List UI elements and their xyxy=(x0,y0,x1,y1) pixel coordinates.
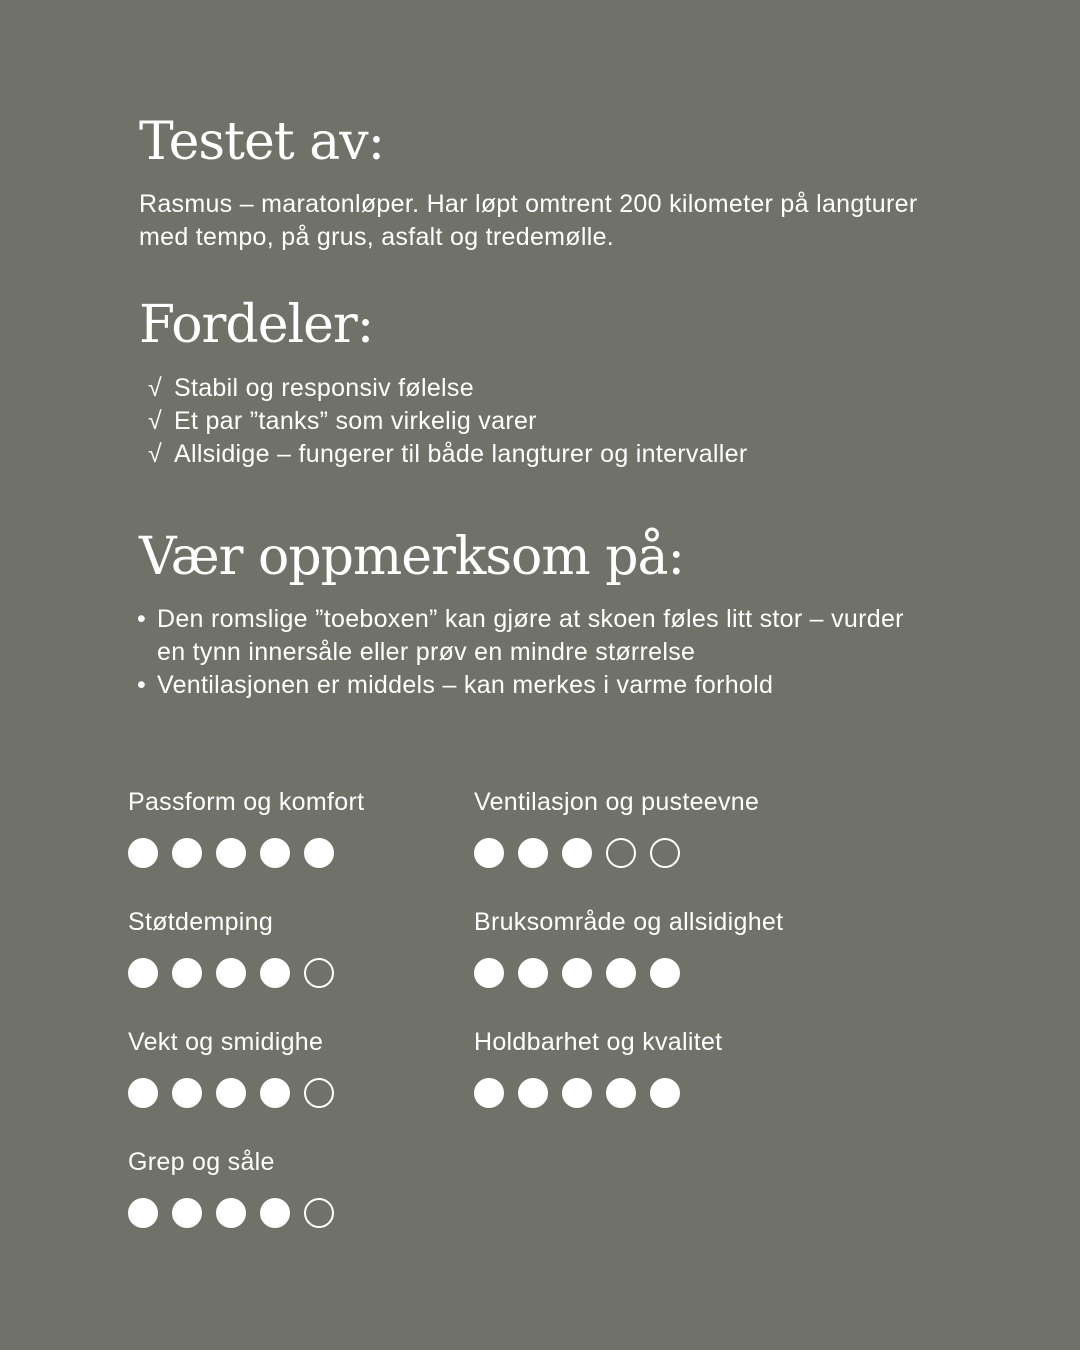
rating-label: Passform og komfort xyxy=(128,788,365,816)
rating-cushioning xyxy=(128,907,528,988)
cons-item xyxy=(137,669,937,702)
pros-item xyxy=(148,438,747,471)
rating-dot-empty-icon xyxy=(606,838,636,868)
rating-dot-filled-icon xyxy=(216,1198,246,1228)
rating-dots xyxy=(128,958,528,988)
rating-dot-filled-icon xyxy=(128,1198,158,1228)
rating-dot-empty-icon xyxy=(304,1198,334,1228)
bullet-icon: • xyxy=(137,671,147,699)
rating-dots xyxy=(474,1078,874,1108)
cons-list xyxy=(137,603,937,702)
rating-dot-filled-icon xyxy=(260,838,290,868)
rating-dot-filled-icon xyxy=(518,838,548,868)
rating-dot-filled-icon xyxy=(172,1198,202,1228)
rating-dot-empty-icon xyxy=(650,838,680,868)
rating-label: Støtdemping xyxy=(128,908,274,936)
rating-dot-filled-icon xyxy=(518,958,548,988)
pros-item-text: Et par ”tanks” som virkelig varer xyxy=(174,407,537,435)
rating-dot-filled-icon xyxy=(474,1078,504,1108)
cons-item-text: Den romslige ”toeboxen” kan gjøre at skoen føles litt stor – vurder en tynn innersåle eller prøv en mindre størrelse xyxy=(157,605,904,666)
rating-dots xyxy=(474,958,874,988)
rating-dot-filled-icon xyxy=(474,838,504,868)
rating-versatility xyxy=(474,907,874,988)
rating-dot-filled-icon xyxy=(128,1078,158,1108)
rating-label: Ventilasjon og pusteevne xyxy=(474,788,760,816)
rating-dots xyxy=(128,1198,528,1228)
rating-dot-filled-icon xyxy=(304,838,334,868)
rating-dot-filled-icon xyxy=(562,838,592,868)
pros-item xyxy=(148,372,747,405)
bullet-icon: • xyxy=(137,605,147,633)
rating-dot-filled-icon xyxy=(606,958,636,988)
rating-dot-filled-icon xyxy=(260,958,290,988)
rating-dot-filled-icon xyxy=(562,1078,592,1108)
rating-dot-filled-icon xyxy=(650,1078,680,1108)
rating-weight xyxy=(128,1027,528,1108)
pros-item-text: Allsidige – fungerer til både langturer og intervaller xyxy=(174,440,748,468)
rating-dot-filled-icon xyxy=(260,1078,290,1108)
check-icon: √ xyxy=(148,407,163,435)
rating-dot-filled-icon xyxy=(650,958,680,988)
rating-ventilation xyxy=(474,787,874,868)
cons-heading: Vær oppmerksom på: xyxy=(139,527,685,587)
rating-label: Vekt og smidighe xyxy=(128,1028,324,1056)
rating-dot-filled-icon xyxy=(518,1078,548,1108)
rating-dot-filled-icon xyxy=(128,838,158,868)
rating-grip-sole xyxy=(128,1147,528,1228)
rating-dot-filled-icon xyxy=(128,958,158,988)
rating-dot-filled-icon xyxy=(216,838,246,868)
rating-dots xyxy=(474,838,874,868)
pros-heading: Fordeler: xyxy=(139,295,374,355)
rating-dot-filled-icon xyxy=(172,1078,202,1108)
rating-durability xyxy=(474,1027,874,1108)
rating-dots xyxy=(128,838,528,868)
rating-label: Holdbarhet og kvalitet xyxy=(474,1028,723,1056)
rating-dot-filled-icon xyxy=(216,958,246,988)
rating-dot-filled-icon xyxy=(260,1198,290,1228)
pros-list xyxy=(148,372,747,471)
rating-label: Bruksområde og allsidighet xyxy=(474,908,784,936)
rating-dot-filled-icon xyxy=(606,1078,636,1108)
rating-fit-comfort xyxy=(128,787,528,868)
rating-label: Grep og såle xyxy=(128,1148,275,1176)
check-icon: √ xyxy=(148,440,163,468)
rating-dot-filled-icon xyxy=(172,838,202,868)
rating-dot-empty-icon xyxy=(304,958,334,988)
cons-item xyxy=(137,603,937,669)
tester-description: Rasmus – maratonløper. Har løpt omtrent 200 kilometer på langturer med tempo, på grus, asfalt og tredemølle. xyxy=(139,190,918,251)
pros-item xyxy=(148,405,747,438)
rating-dot-filled-icon xyxy=(216,1078,246,1108)
rating-dot-filled-icon xyxy=(474,958,504,988)
rating-dot-filled-icon xyxy=(562,958,592,988)
cons-item-text: Ventilasjonen er middels – kan merkes i varme forhold xyxy=(157,671,774,699)
rating-dots xyxy=(128,1078,528,1108)
rating-dot-filled-icon xyxy=(172,958,202,988)
rating-dot-empty-icon xyxy=(304,1078,334,1108)
tested-by-heading: Testet av: xyxy=(139,112,385,172)
pros-item-text: Stabil og responsiv følelse xyxy=(174,374,474,402)
check-icon: √ xyxy=(148,374,163,402)
